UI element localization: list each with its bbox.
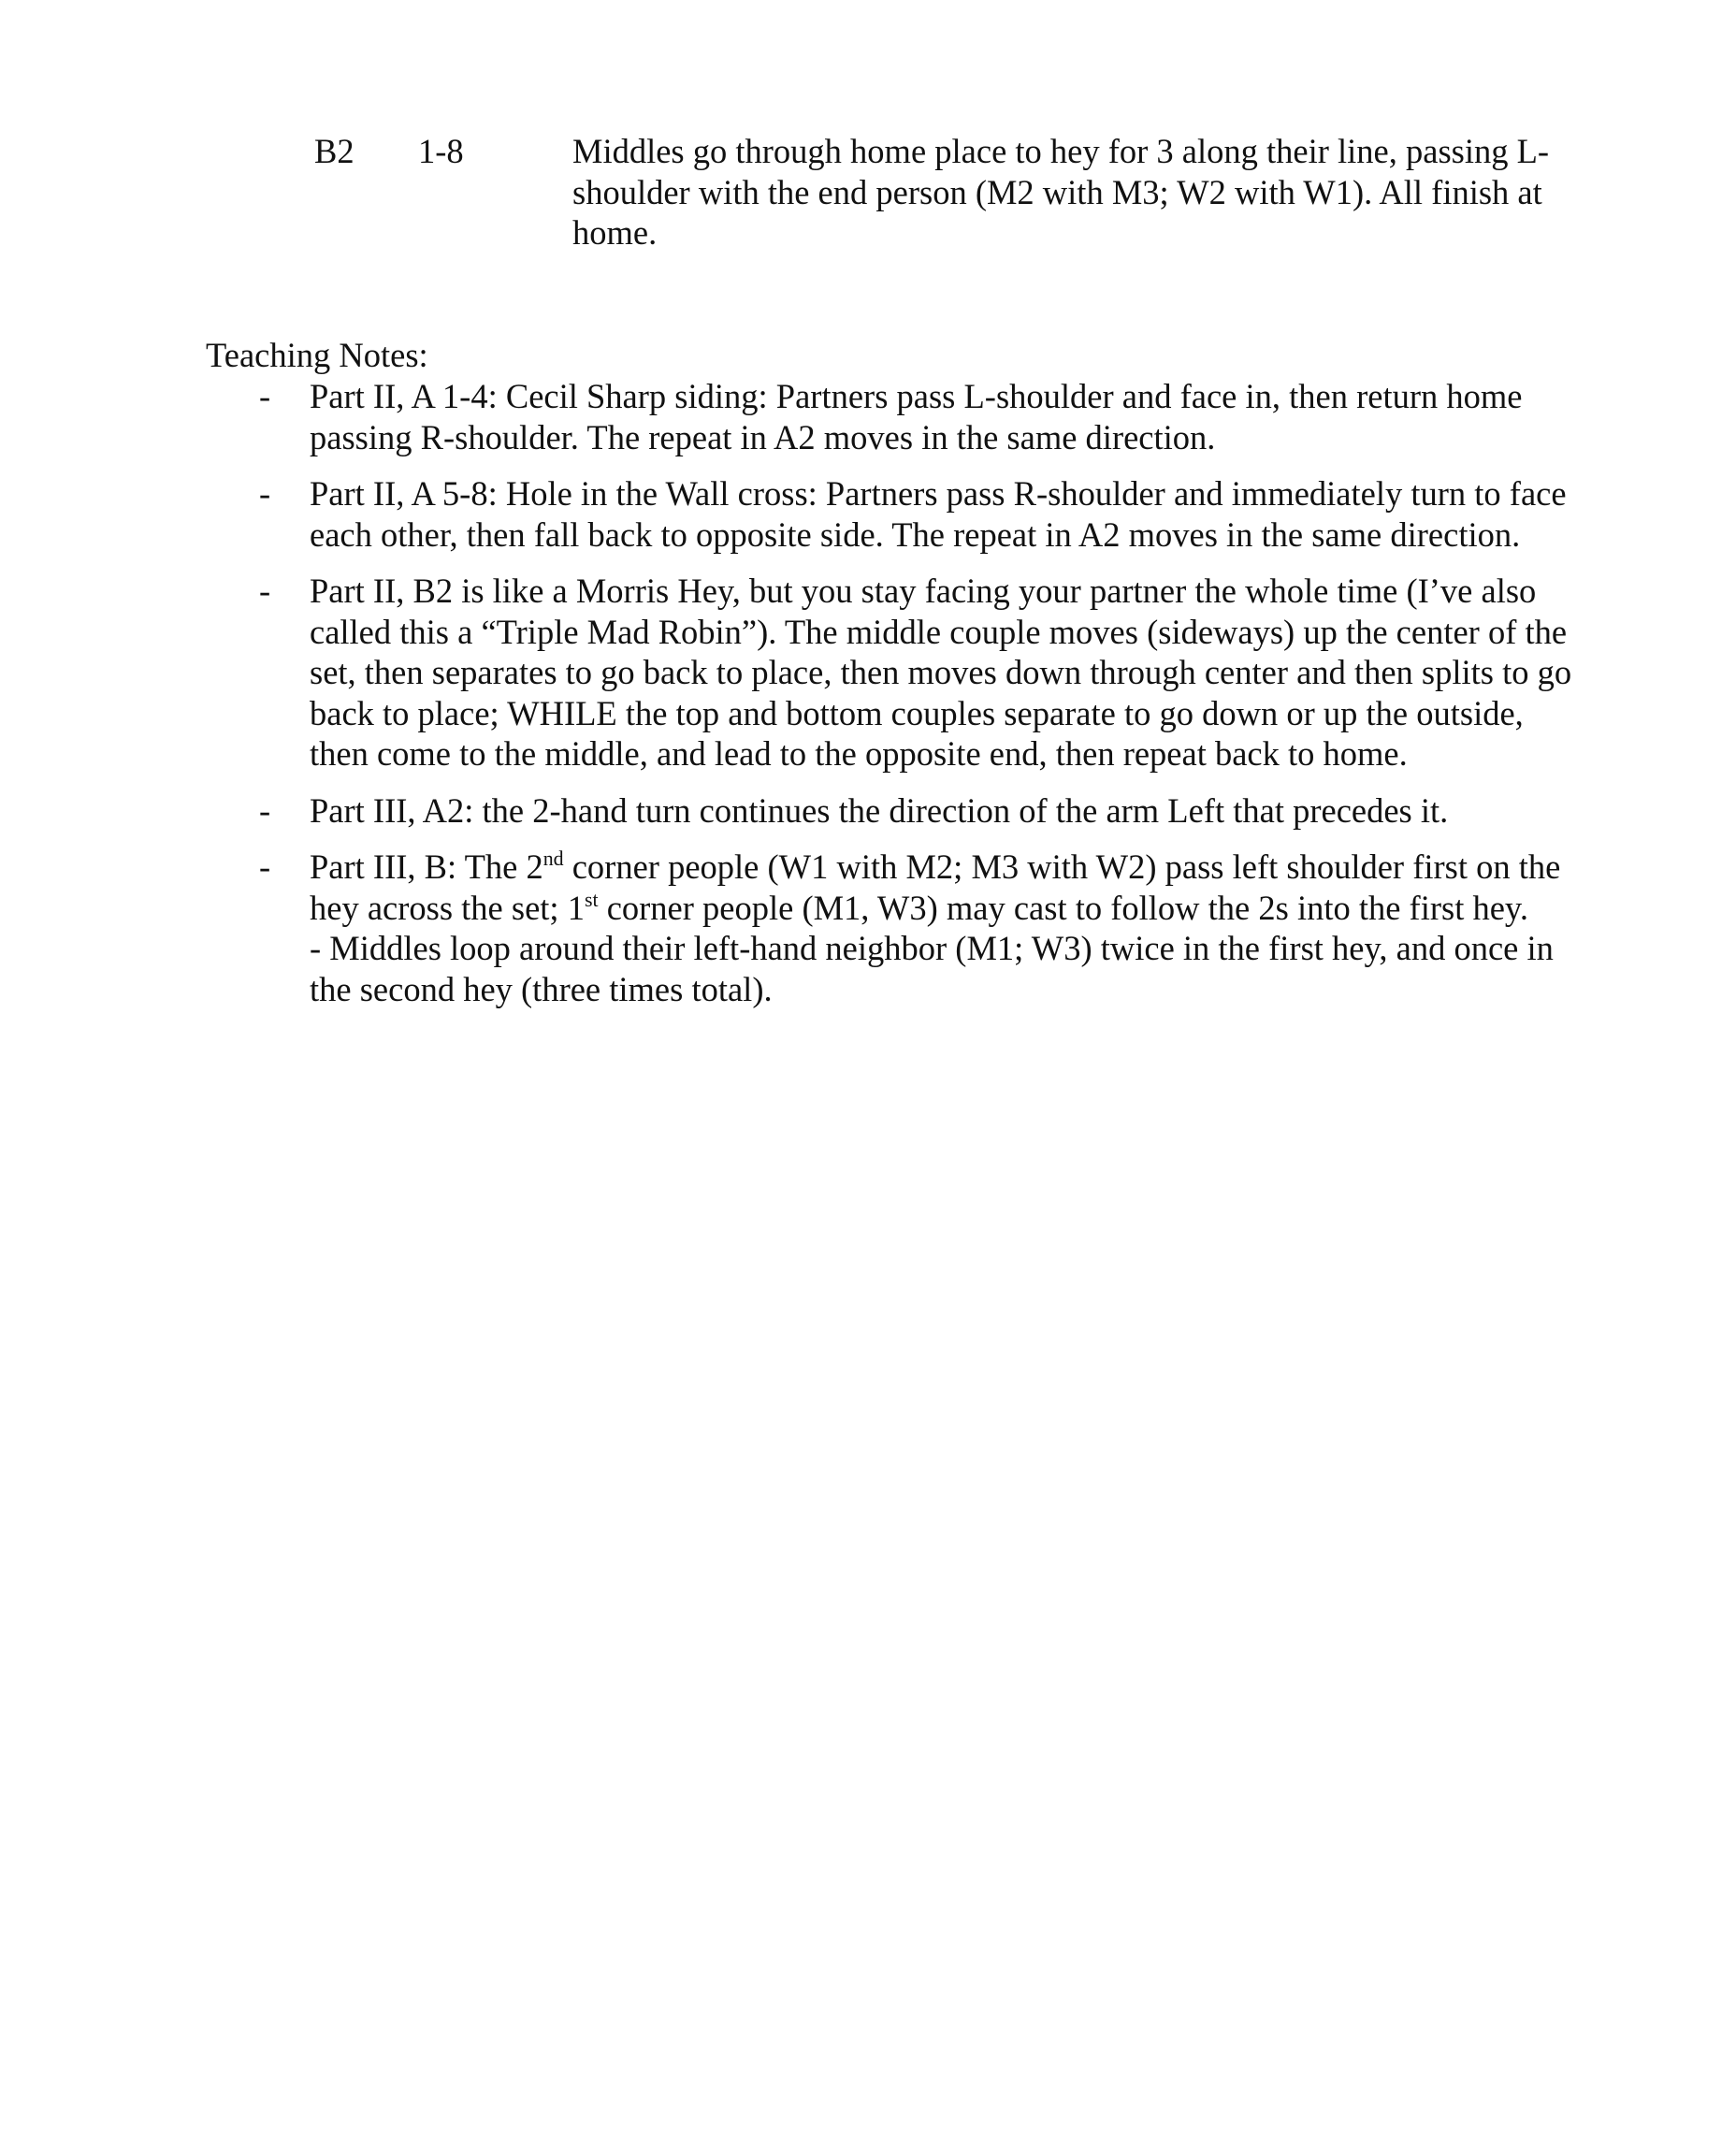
note-text-segment: corner people (W1 with M2; M3 with W2) pass left shoulder first on the hey across the set; 1 <box>310 847 1561 927</box>
teaching-note-text: Part II, B2 is like a Morris Hey, but you stay facing your partner the whole time (I’ve also called this a “Triple Mad Robin”). The middle couple moves (sideways) up the center of the set, then separates to go back to place, then moves down through center and then splits to go back to place; WHILE the top and bottom couples separate to go down or up the outside, then come to the middle, and lead to the opposite end, then repeat back to home. <box>310 572 1572 773</box>
teaching-note-3 <box>206 571 1590 775</box>
teaching-note-text: Part III, A2: the 2-hand turn continues the direction of the arm Left that precedes it. <box>310 790 1449 830</box>
note-text-segment: Part III, B: The 2 <box>310 847 543 886</box>
bullet-dash: - <box>259 572 271 610</box>
teaching-note-text: Part II, A 5-8: Hole in the Wall cross: Partners pass R-shoulder and immediately turn to face each other, then fall back to opposite side. The repeat in A2 moves in the same direction. <box>310 474 1567 554</box>
teaching-note-2 <box>206 473 1590 555</box>
bullet-dash: - <box>259 847 271 886</box>
bullet-dash: - <box>259 790 271 830</box>
bullet-dash: - <box>259 377 271 415</box>
bullet-dash: - <box>259 474 271 513</box>
teaching-note-4 <box>206 790 1590 832</box>
teaching-notes-list <box>206 376 1590 1025</box>
teaching-notes-heading: Teaching Notes: <box>206 336 428 374</box>
note-text-segment: corner people (M1, W3) may cast to follow the 2s into the first hey. <box>598 888 1528 927</box>
figure-bars-label: 1-8 <box>418 132 464 170</box>
teaching-note-text: Part II, A 1-4: Cecil Sharp siding: Partners pass L-shoulder and face in, then return home passing R-shoulder. The repeat in A2 moves in the same direction. <box>310 377 1523 456</box>
ordinal-suffix: nd <box>542 846 564 870</box>
ordinal-suffix: st <box>584 887 599 911</box>
figure-description: Middles go through home place to hey for 3 along their line, passing L-shoulder with the end person (M2 with M3; W2 with W1). All finish at home. <box>572 132 1550 252</box>
figure-part-label: B2 <box>314 132 354 170</box>
teaching-note-text <box>310 847 1590 928</box>
teaching-note-5 <box>206 847 1590 1009</box>
teaching-note-1 <box>206 376 1590 457</box>
teaching-note-subpoint: - Middles loop around their left-hand neighbor (M1; W3) twice in the first hey, and once in the second hey (three times total). <box>310 929 1554 1008</box>
